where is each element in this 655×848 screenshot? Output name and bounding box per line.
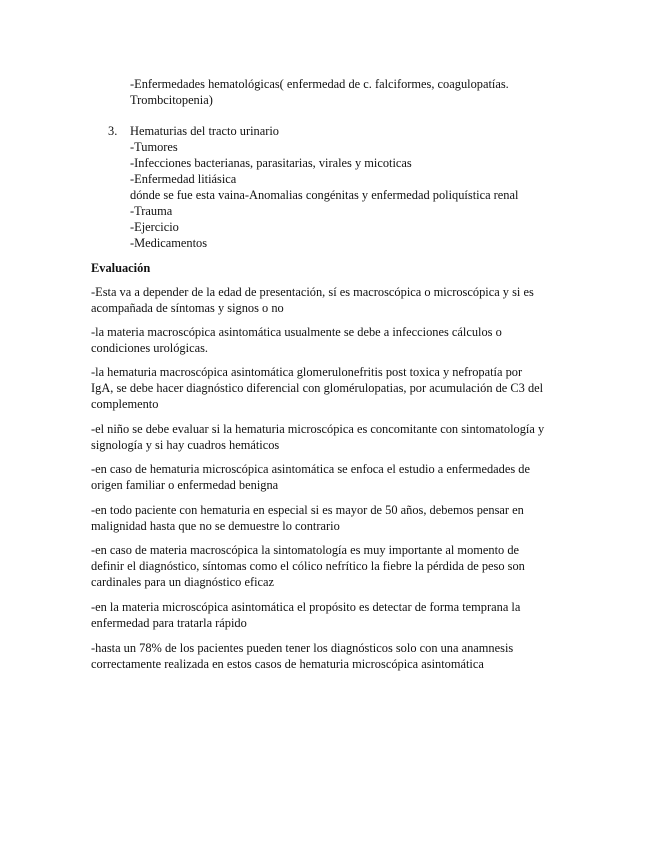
paragraph bbox=[91, 421, 566, 453]
paragraph bbox=[91, 542, 566, 590]
list-item: -Infecciones bacterianas, parasitarias, virales y micoticas bbox=[130, 156, 412, 170]
text-line: correctamente realizada en estos casos de hematuria microscópica asintomática bbox=[91, 657, 484, 671]
text-line: IgA, se debe hacer diagnóstico diferencial con glomérulopatias, por acumulación de C3 del bbox=[91, 381, 544, 395]
hematologic-diseases-entry bbox=[130, 76, 600, 108]
paragraph bbox=[91, 599, 566, 631]
list-item: -Enfermedad litiásica bbox=[130, 172, 237, 186]
text-line: complemento bbox=[91, 397, 159, 411]
text-line: -hasta un 78% de los pacientes pueden tener los diagnósticos solo con una anamnesis bbox=[91, 641, 514, 655]
text-line: -la hematuria macroscópica asintomática glomerulonefritis post toxica y nefropatía por bbox=[91, 365, 523, 379]
text-line: -Enfermedades hematológicas( enfermedad de c. falciformes, coagulopatías. bbox=[130, 77, 509, 91]
list-item: dónde se fue esta vaina-Anomalias congénitas y enfermedad poliquística renal bbox=[130, 188, 519, 202]
paragraph bbox=[91, 502, 566, 534]
text-line: condiciones urológicas. bbox=[91, 341, 208, 355]
text-line: signología y si hay cuadros hemáticos bbox=[91, 438, 280, 452]
text-line: acompañada de síntomas y signos o no bbox=[91, 301, 284, 315]
text-line: Trombcitopenia) bbox=[130, 93, 213, 107]
paragraph bbox=[91, 364, 566, 412]
text-line: -Esta va a depender de la edad de presentación, sí es macroscópica o microscópica y si es bbox=[91, 285, 534, 299]
paragraph bbox=[91, 324, 566, 356]
text-line: -en caso de materia macroscópica la sintomatología es muy importante al momento de bbox=[91, 543, 520, 557]
text-line: -el niño se debe evaluar si la hematuria microscópica es concomitante con sintomatología y bbox=[91, 422, 545, 436]
urinary-tract-hematuria-list bbox=[130, 123, 600, 251]
list-item: -Medicamentos bbox=[130, 236, 208, 250]
section-heading-evaluacion: Evaluación bbox=[91, 261, 151, 275]
paragraph bbox=[91, 640, 566, 672]
list-item: -Tumores bbox=[130, 140, 178, 154]
text-line: -en la materia microscópica asintomática el propósito es detectar de forma temprana la bbox=[91, 600, 521, 614]
text-line: enfermedad para tratarla rápido bbox=[91, 616, 247, 630]
paragraph bbox=[91, 284, 566, 316]
list-number: 3. bbox=[108, 124, 118, 138]
text-line: malignidad hasta que no se demuestre lo contrario bbox=[91, 519, 340, 533]
paragraph bbox=[91, 461, 566, 493]
list-item: -Trauma bbox=[130, 204, 173, 218]
text-line: -en caso de hematuria microscópica asintomática se enfoca el estudio a enfermedades de bbox=[91, 462, 530, 476]
list-heading: Hematurias del tracto urinario bbox=[130, 124, 279, 138]
text-line: definir el diagnóstico, síntomas como el cólico nefrítico la fiebre la pérdida de peso son bbox=[91, 559, 525, 573]
text-line: -en todo paciente con hematuria en especial si es mayor de 50 años, debemos pensar en bbox=[91, 503, 524, 517]
list-item: -Ejercicio bbox=[130, 220, 179, 234]
text-line: cardinales para un diagnóstico eficaz bbox=[91, 575, 275, 589]
text-line: origen familiar o enfermedad benigna bbox=[91, 478, 279, 492]
text-line: -la materia macroscópica asintomática usualmente se debe a infecciones cálculos o bbox=[91, 325, 502, 339]
